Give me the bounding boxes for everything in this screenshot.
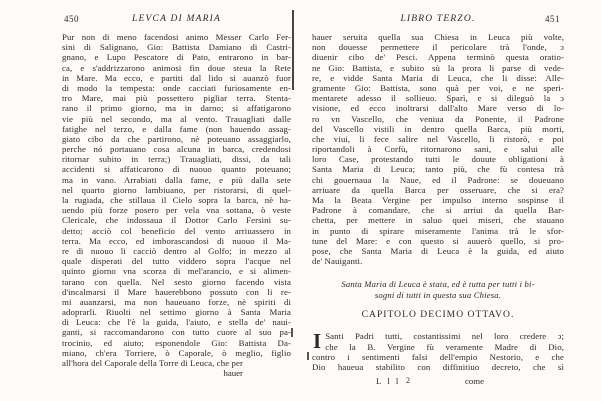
text-line: fatighe nel terzo, e dalla fame (non hauendo assag-: [62, 123, 291, 134]
text-line: che la B. Vergine fù veramente Madre di Dio,: [325, 341, 564, 352]
left-catchword: hauer: [223, 368, 243, 379]
text-line: Clericale, che indossaua il Dottor Carlo Fersini su-: [62, 215, 291, 226]
drop-cap-letter: I: [313, 329, 322, 354]
text-line: re di nuouo li cacciò dentro al Golfo; in mezzo al: [62, 245, 291, 256]
text-line: gramente Gio: Battista, sono quà per voi, e ne speri-: [312, 82, 564, 93]
text-line: adoprarli. Riuolti nel settimo giorno à Santa Maria: [62, 307, 291, 318]
text-line: detto; acciò col beneficio del vento arriuassero in: [62, 225, 291, 236]
text-line: mentarete adesso il sollieuo. Sparì, e si dileguò la ↄ: [312, 93, 564, 104]
text-line: Padrone à comandare, che si arriui da quella Bar-: [312, 205, 564, 216]
text-line: re, e vidde Santa Maria di Leuca, che li disse: Alle-: [312, 72, 564, 83]
left-running-head: [62, 14, 291, 26]
text-line: trocinio, ed aiuto; esponendole Gio: Battista Da-: [62, 337, 291, 348]
text-line: sogni di tutti in questa sua Chiesa.: [374, 289, 502, 300]
text-line: in Mare. Ma ecco, e partiti dal lido si auanzò fuor: [62, 72, 291, 83]
text-line: ro vn Vascello, che veniua da Ponente, il Padrone: [312, 113, 564, 124]
text-line: vie più nel secondo, ma al vento. Trauagliati dalle: [62, 113, 291, 124]
text-line: Santa Maria di Leuca; tanto più, che fù contesa trà: [312, 164, 564, 175]
text-line: del Vascello vistili in dentro quella Barca, più morti,: [312, 123, 564, 134]
text-line: tune del Mare: e con questo si auuerò quello, si pro-: [312, 235, 564, 246]
text-line: arriuare da quella Barca per osseruare, che si era?: [312, 184, 564, 195]
text-line: tro Mare, mai più possettero pigliar terra. Stenta-: [62, 93, 291, 104]
right-page: [312, 14, 564, 387]
text-line: ma in vano. Arrabiati dalla fame, e più dalla sete: [62, 174, 291, 185]
page-footer: [312, 376, 564, 387]
text-line: Ma la Beata Vergine per impulso interno sospinse il: [312, 195, 564, 205]
text-line: di Leuca: che l'è la guida, l'aiuto, e stella de' naui-: [62, 317, 291, 328]
text-line: perche nó portauano cosa alcuna in barca, credendosi: [62, 144, 291, 155]
gutter-shadow-dash: [307, 352, 309, 360]
text-line: uendo più forze posero per vela vna sottana, ò veste: [62, 205, 291, 216]
text-line: giato cibo da che partirono, nè poteuano assaggiarlo,: [62, 133, 291, 144]
left-page-number: 450: [64, 14, 79, 24]
left-running-title: LEVCA DI MARIA: [132, 14, 221, 24]
text-line: Pur non di meno facendosi animo Messer Carlo Fer-: [62, 32, 291, 42]
signature-mark: L l l: [376, 375, 401, 386]
chapter-intro-paragraph: [312, 331, 564, 373]
left-page: [62, 14, 291, 378]
text-line: Dio haueua stabilito con diffinitiuo decreto, che sì: [312, 362, 564, 373]
text-line: di modo la tempesta: onde cacciati furiosamente en-: [62, 82, 291, 93]
chapter-heading: CAPITOLO DECIMO OTTAVO.: [361, 309, 515, 321]
text-line: Santi Padri tutti, costantissimi nel loro credere ↄ;: [325, 331, 564, 342]
text-line: miano, ch'era Torriere, ò Caporale, ò meglio, figlio: [62, 347, 291, 358]
text-line: quinto giorno vna scorza di mel'arancio, e si alimen-: [62, 266, 291, 277]
text-line: mi auanzarsi, ma non haueuano forze, nè spiriti di: [62, 296, 291, 307]
signature-number: 2: [406, 375, 410, 385]
text-line: ca, e s'addrizzarono animosi fin doue steua la Rete: [62, 62, 291, 73]
text-line: ne Gio: Battista, e subito sù la prora li parse di vede-: [312, 62, 564, 73]
text-line: visione, ed ecco inoltrarsi dall'alto Mare verso di lo-: [312, 103, 564, 114]
text-line: la rugiada, che stillaua il Cielo sopra la barca, nè ha-: [62, 195, 291, 205]
chapter-intro-lines: [312, 331, 564, 373]
text-line: ganti, si raccomandarono con tutto cuore al suo pa-: [62, 327, 291, 338]
left-body-last-line: all'hora del Caporale della Torre di Leuca, che per: [62, 358, 244, 368]
text-line: tarano con quella. Nel sesto giorno facendo vista: [62, 276, 291, 287]
text-line: chetta, per mettere in saluo quei miseri, che stauano: [312, 215, 564, 226]
text-line: Santa Maria di Leuca è stata, ed è tutta per tutti i bi-: [341, 279, 535, 290]
text-line: d'incalmarsi il Mare hauerebbono possuto con li re-: [62, 286, 291, 297]
text-line: pose, che Santa Maria di Leuca è la guida, ed aiuto: [312, 245, 564, 256]
right-running-head: [312, 14, 564, 26]
text-line: diuenir cibo de' Pesci. Appena terminò questa oratio-: [312, 52, 564, 63]
text-line: terra. Ma ecco, ed imborascandosi di nuouo il Ma-: [62, 235, 291, 246]
right-body-text: [312, 32, 564, 256]
text-line: nel quarto giorno lambiuano, per ristorarsi, di quel-: [62, 184, 291, 195]
right-catchword: come: [464, 375, 484, 386]
text-line: quale disperati del tutto viddero sopra l'acque nel: [62, 256, 291, 267]
italic-summary-note: [312, 279, 564, 300]
text-line: rano il primo giorno, ma in darno; si affatigarono: [62, 103, 291, 114]
text-line: loro Case, protestando tutti le douute obligationi à: [312, 154, 564, 165]
left-body-text: [62, 32, 291, 358]
text-line: riportandoli à Corfù, ritornarono sani, e salui alle: [312, 144, 564, 155]
text-line: in punto di spirare miseramente l'anima trà le sfor-: [312, 225, 564, 236]
text-line: sini di Salignano, Gio: Battista Damiano di Castri-: [62, 42, 291, 53]
text-line: gnano, e Lupo Pescatore di Pato, entrarono in bar-: [62, 52, 291, 63]
text-line: che viui, li fece salire nel Vascello, li ristorò, e poi: [312, 133, 564, 144]
text-line: ritornar subito in terra;) Trauagliati, dissi, da tali: [62, 154, 291, 165]
gutter-shadow-dash: [291, 328, 293, 337]
text-line: hauer seruita quella sua Chiesa in Leuca più volte,: [312, 32, 564, 42]
text-line: chi gouernaua la Naue, ed il Padrone: se doueuano: [312, 174, 564, 185]
text-line: accidenti si affaticarono di nuouo quanto poteuano;: [62, 164, 291, 175]
right-running-title: LIBRO TERZO.: [400, 14, 476, 24]
right-page-number: 451: [545, 14, 560, 24]
gutter-shadow-line: [292, 10, 294, 90]
text-line: non douesse permettere il pericolare trà l'onde, ↄ: [312, 42, 564, 53]
text-line: contro i sentimenti falsi dell'empio Nestorio, e che: [312, 352, 564, 363]
right-body-last-line: de' Nauiganti.: [312, 256, 363, 267]
